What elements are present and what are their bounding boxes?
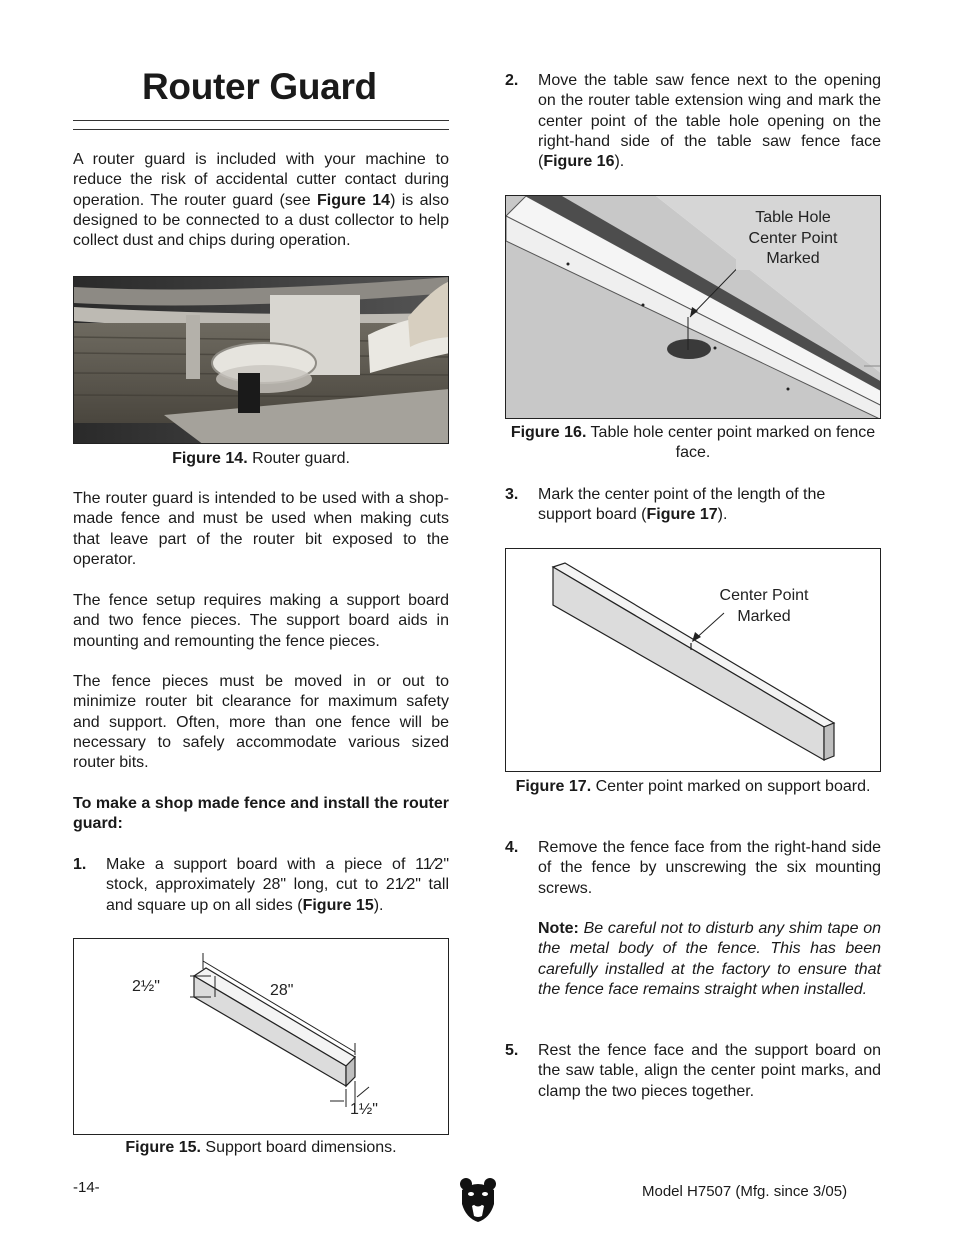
step-5-text: Rest the fence face and the support board on the saw table, align the center point marks, and clamp the two pieces together.	[538, 1042, 881, 1100]
page-number: -14-	[73, 1179, 100, 1196]
router-guard-photo-illustration	[74, 277, 449, 444]
dimension-height-label: 2½"	[132, 978, 160, 995]
support-board-dimensions-drawing	[74, 939, 449, 1135]
note-block: Note: Be careful not to disturb any shim tape on the metal body of the fence. This has been carefully installed at the factory to ensure that the fence face remains straight when installed.	[538, 920, 881, 998]
page-title: Router Guard	[142, 66, 377, 107]
step-2: 2. Move the table saw fence next to the opening on the router table extension wing and mark the center point of the table hole opening on the right-hand side of the table saw fence face (Figure 16).	[505, 71, 881, 173]
step-5: 5. Rest the fence face and the support board on the saw table, align the center point marks, and clamp the two pieces together.	[505, 1041, 881, 1103]
figure-16-diagram	[505, 195, 881, 419]
dimension-length-label: 28"	[270, 982, 294, 999]
bear-logo-icon	[458, 1176, 498, 1224]
figure-14-photo	[73, 276, 449, 444]
figure-17-diagram	[505, 548, 881, 772]
intro-paragraph: A router guard is included with your machine to reduce the risk of accidental cutter contact during operation. The router guard (see Figure 14) is also designed to be connected to a dust collector to help collect dust and chips during operation.	[73, 151, 450, 250]
procedure-heading: To make a shop made fence and install the router guard:	[73, 795, 449, 833]
step-1: 1. Make a support board with a piece of 11⁄2" stock, approximately 28" long, cut to 21⁄2" tall and square up on all sides (Figure 15).	[73, 855, 449, 917]
body-paragraph-4: The fence pieces must be moved in or out to minimize router bit clearance for maximum safety and support. Often, more than one fence will be necessary to safely accommodate various sized router bits.	[73, 673, 449, 772]
model-info: Model H7507 (Mfg. since 3/05)	[642, 1183, 848, 1200]
figure-16-callout: Table Hole Center Point Marked	[736, 208, 850, 270]
step-4-text: Remove the fence face from the right-hand side of the fence by unscrewing the six mounting screws.	[538, 839, 881, 897]
figure-16-caption: Figure 16. Table hole center point marked on fence face.	[510, 424, 876, 462]
step-2-text: Move the table saw fence next to the opening on the router table extension wing and mark the center point of the table hole opening on the right-hand side of the table saw fence face (Figure 16).	[538, 72, 881, 171]
step-3-text: Mark the center point of the length of the support board (Figure 17).	[538, 486, 826, 524]
figure-15-caption: Figure 15. Support board dimensions.	[125, 1139, 397, 1156]
figure-14-caption: Figure 14. Router guard.	[172, 450, 350, 467]
step-4: 4. Remove the fence face from the right-hand side of the fence by unscrewing the six mounting screws.	[505, 838, 881, 900]
support-board-center-drawing	[506, 549, 881, 772]
body-paragraph-2: The router guard is intended to be used with a shop-made fence and must be used when making cuts that leave part of the router bit exposed to the operator.	[73, 490, 449, 568]
grizzly-bear-logo	[458, 1176, 498, 1224]
figure-17-callout: Center Point Marked	[719, 587, 809, 625]
step-1-text: Make a support board with a piece of 11⁄2" stock, approximately 28" long, cut to 21⁄2" tall and square up on all sides (Figure 15).	[106, 856, 450, 914]
title-rule-top	[73, 120, 449, 121]
step-3: 3. Mark the center point of the length of the support board (Figure 17).	[505, 485, 881, 527]
dimension-thickness-label: 1½"	[350, 1101, 378, 1118]
figure-17-caption: Figure 17. Center point marked on support board.	[515, 778, 871, 795]
title-rule-bottom	[73, 129, 449, 130]
body-paragraph-3: The fence setup requires making a support board and two fence pieces. The support board aids in mounting and remounting the fence pieces.	[73, 592, 449, 650]
figure-15-diagram	[73, 938, 449, 1135]
